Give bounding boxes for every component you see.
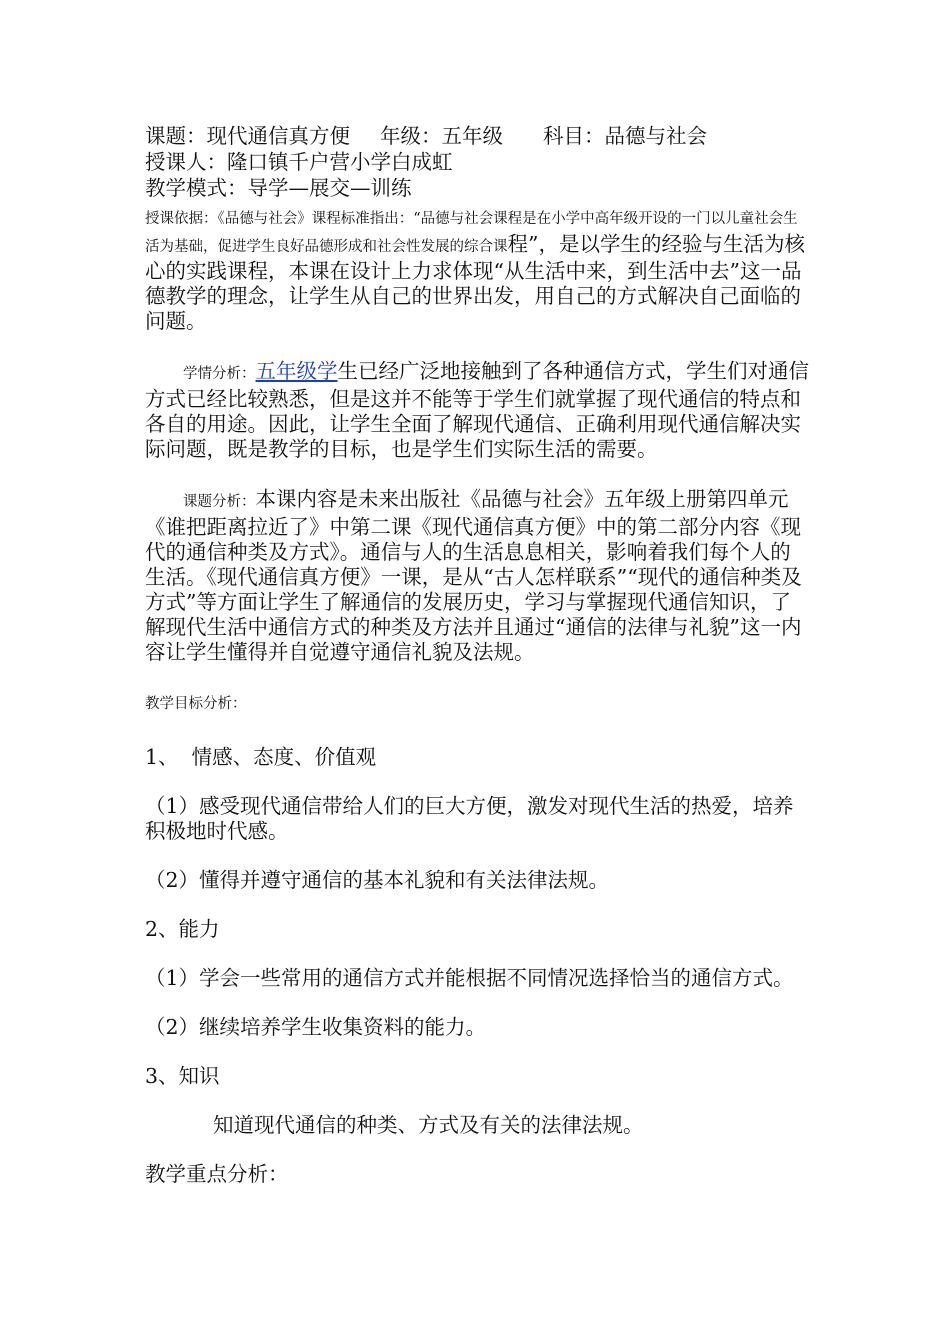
topic-label: 课题：: [145, 124, 207, 148]
mode-value: 导学—展交—训练: [247, 176, 412, 200]
goal-item-1-sub-2: （2）懂得并遵守通信的基本礼貌和有关法律法规。: [145, 868, 610, 892]
topic-value: 现代通信真方便: [206, 124, 350, 148]
goal-item-2-sub-2: （2）继续培养学生收集资料的能力。: [145, 1015, 487, 1039]
subject-value: 品德与社会: [604, 124, 707, 148]
teacher-label: 授课人：: [145, 150, 227, 174]
goal-item-3-title: 3、知识: [145, 1064, 220, 1088]
goal-item-3-sub-1: 知道现代通信的种类、方式及有关的法律法规。: [213, 1113, 644, 1137]
student-analysis-label: 学情分析：: [183, 366, 256, 382]
goal-item-2-sub-1: （1）学会一些常用的通信方式并能根据不同情况选择恰当的通信方式。: [145, 966, 794, 990]
header-line-topic: [145, 124, 810, 150]
basis-paragraph: [145, 204, 810, 334]
topic-analysis-text: 本课内容是未来出版社《品德与社会》五年级上册第四单元《谁把距离拉近了》中第二课《现代通信真方便》中的第二部分内容《现代的通信种类及方式》。通信与人的生活息息相关，影响着我们每个人的生活。《现代通信真方便》一课，是从“古人怎样联系”“现代的通信种类及方式”等方面让学生了解通信的发展历史，学习与掌握现代通信知识，了解现代生活中通信方式的种类及方法并且通过“通信的法律与礼貌”这一内容让学生懂得并自觉遵守通信礼貌及法规。: [145, 487, 802, 664]
grade-label: 年级：: [380, 124, 442, 148]
basis-label: 授课依据：: [145, 211, 218, 227]
subject-label: 科目：: [543, 124, 605, 148]
topic-analysis-paragraph: [145, 487, 810, 665]
document-page: [145, 124, 810, 1187]
grade-value: 五年级: [441, 124, 503, 148]
goals-heading: [145, 689, 810, 717]
goal-item-1-title: 1、 情感、态度、价值观: [145, 745, 377, 769]
goal-item-2-title: 2、能力: [145, 917, 220, 941]
header-line-teacher: [145, 150, 810, 176]
goals-heading-text: 教学目标分析：: [145, 696, 247, 712]
header-line-mode: [145, 176, 810, 202]
student-analysis-text: 生已经广泛地接触到了各种通信方式，学生们对通信方式已经比较熟悉，但是这并不能等于学生们就掌握了现代通信的特点和各自的用途。因此，让学生全面了解现代通信、正确利用现代通信解决实际问题，既是教学的目标，也是学生们实际生活的需要。: [145, 359, 809, 461]
mode-label: 教学模式：: [145, 176, 248, 200]
topic-analysis-label: 课题分析：: [183, 494, 256, 510]
key-points-heading: 教学重点分析：: [145, 1162, 289, 1186]
basis-rest-text: 程”，是以学生的经验与生活为核心的实践课程，本课在设计上力求体现“从生活中来，到生活中去”这一品德教学的理念，让学生从自己的世界出发，用自己的方式解决自己面临的问题。: [145, 232, 805, 333]
teacher-value: 隆口镇千户营小学白成虹: [227, 150, 453, 174]
goal-item-1-sub-1: （1）感受现代通信带给人们的巨大方便，激发对现代生活的热爱，培养积极地时代感。: [145, 794, 794, 843]
basis-small-text: 《品德与社会》课程标准指出：“品德与社会课程是在小学中高年级开设的一门以儿童社会生活为基础，促进学生良好品德形成和社会性发展的综合课: [145, 211, 798, 255]
grade-link[interactable]: 五年级学: [255, 359, 338, 383]
student-analysis-paragraph: [145, 359, 810, 462]
